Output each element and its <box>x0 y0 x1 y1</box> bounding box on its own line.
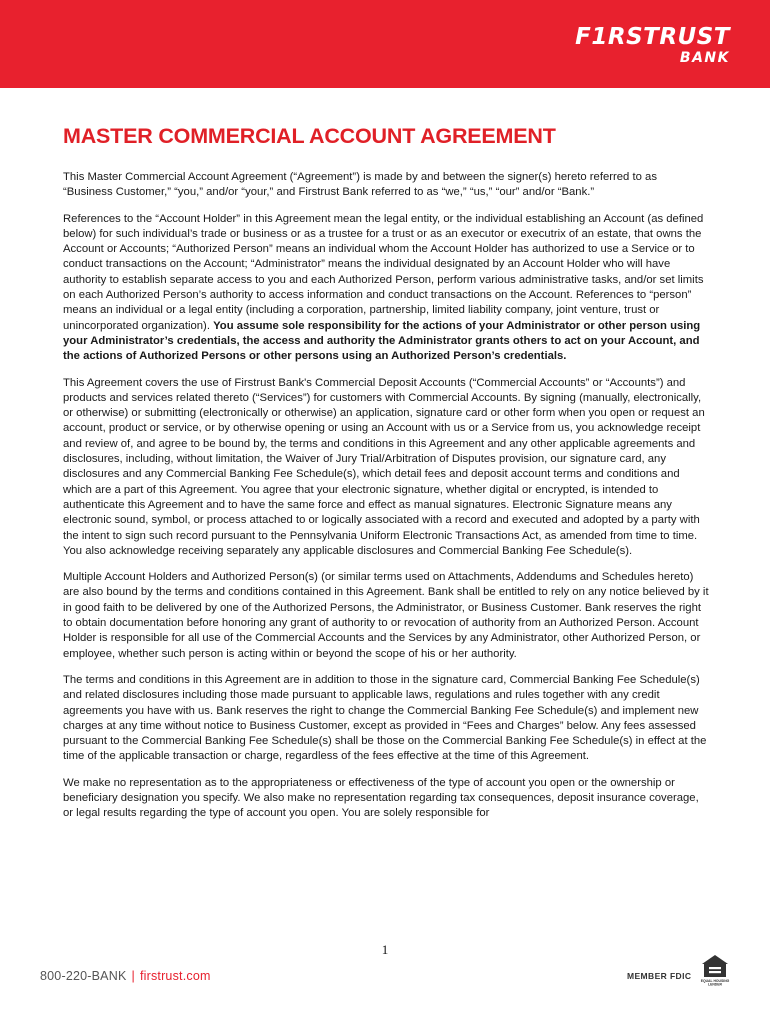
logo-sub-text: BANK <box>679 50 730 66</box>
responsibility-statement: You assume sole responsibility for the actions of your Administrator or other person using your Administrator’s credentials, the access and authority the Administrator grants others to act on your Account, and the actions of Authorized Persons or other persons using an Authorized Person’s credentials. <box>63 319 701 363</box>
footer-contact <box>40 969 211 983</box>
paragraph-terms: The terms and conditions in this Agreement are in addition to those in the signature card, Commercial Banking Fee Schedule(s) and related disclosures including those made pursuant to applicable laws, regulations and rules together with any credit agreements you have with us. Bank reserves the right to change the Commercial Banking Fee Schedule(s) and implement new charges at any time without notice to Business Customer, except as provided in “Fees and Charges” below. Any fees assessed pursuant to the Commercial Banking Fee Schedule(s) shall be those on the Commercial Banking Fee Schedule(s) in effect at the time of the applicable transaction or charge, regardless of the fees effective at the time of this Agreement. <box>63 673 707 763</box>
page-number: 1 <box>381 942 389 957</box>
paragraph-representation: We make no representation as to the appropriateness or effectiveness of the type of account you open or the ownership or beneficiary designation you specify. We also make no representation regarding tax consequences, deposit insurance coverage, or legal results regarding the type of account you open. You are solely responsible for <box>63 776 699 820</box>
definitions-text: References to the “Account Holder” in this Agreement mean the legal entity, or the individual establishing an Account (as defined below) for such individual’s trade or business or as a trustee for a trust or as an executor or executrix of an estate, that owns the Account or Accounts; “Authorized Person” means an individual whom the Account Holder has authorized to use a Service or to conduct transactions on the Account; “Administrator” means the individual designated by an Account Holder who will have authority to establish separate access to you and each Authorized Person, perform various administrative tasks, and/or set limits on each Authorized Person’s authority to access information and conduct transactions on the Account. References to “person” means an individual or a legal entity (including a corporation, partnership, limited liability company, joint venture, trust or unincorporated organization). <box>63 212 704 332</box>
footer-website: firstrust.com <box>139 969 211 983</box>
svg-text:EQUAL HOUSING: EQUAL HOUSING <box>700 979 730 983</box>
firstrust-logo <box>575 26 730 65</box>
svg-text:LENDER: LENDER <box>708 982 722 986</box>
paragraph-intro: This Master Commercial Account Agreement (“Agreement”) is made by and between the signer(s) hereto referred to as “Business Customer,” “you,” and/or “your,” and Firstrust Bank referred to as “we,” “us,” “our” and/or “Bank.” <box>63 171 657 199</box>
footer-separator: | <box>131 969 135 983</box>
paragraph-definitions <box>63 212 709 365</box>
member-fdic-label: MEMBER FDIC <box>627 971 692 981</box>
logo-main-text: F1RSTRUST <box>575 24 730 50</box>
paragraph-coverage: This Agreement covers the use of Firstrust Bank's Commercial Deposit Accounts (“Commercial Accounts” or “Accounts”) and products and services related thereto (“Services”) for customers with Commercial Accounts. By signing (manually, electronically, or otherwise) or submitting (electronically or otherwise) an application, signature card or other form when you open or request an account, product or service, or by otherwise opening or using an Account with us or a Service from us, you acknowledge receipt and review of, and agree to be bound by, the terms and conditions in this Agreement and any other applicable agreements and disclosures, including, without limitation, the Waiver of Jury Trial/Arbitration of Disputes provision, our signature card, any disclosures and any Commercial Banking Fee Schedule(s), which detail fees and deposit account terms and conditions and which are a part of this Agreement. You agree that your electronic signature, whether digital or encrypted, is intended to authenticate this Agreement and to have the same force and effect as manual signatures. Electronic Signature means any electronic sound, symbol, or process attached to or logically associated with a record and executed and adopted by a party with the intent to sign such record pursuant to the Pennsylvania Uniform Electronic Transactions Act, as amended from time to time. You also acknowledge receiving separately any applicable disclosures and Commercial Banking Fee Schedule(s). <box>63 376 705 557</box>
document-body <box>63 123 709 833</box>
equal-housing-lender-icon <box>700 954 730 986</box>
header-bar <box>0 0 770 88</box>
footer-phone: 800-220-BANK <box>40 969 127 983</box>
document-title: MASTER COMMERCIAL ACCOUNT AGREEMENT <box>63 124 556 148</box>
paragraph-multiple-holders: Multiple Account Holders and Authorized Person(s) (or similar terms used on Attachments, Addendums and Schedules hereto) are also bound by the terms and conditions contained in this Agreement. Bank shall be entitled to rely on any notice believed by it in good faith to be delivered by one of the Authorized Persons, the Administrator, or Business Customer. Bank reserves the right to obtain documentation before honoring any grant of authority to or revocation of authority from an Authorized Person. Account Holder is responsible for all use of the Commercial Accounts and the Services by any Administrator, other Authorized Person, or employee, whether such person is acting within or beyond the scope of his or her authority. <box>63 571 709 660</box>
